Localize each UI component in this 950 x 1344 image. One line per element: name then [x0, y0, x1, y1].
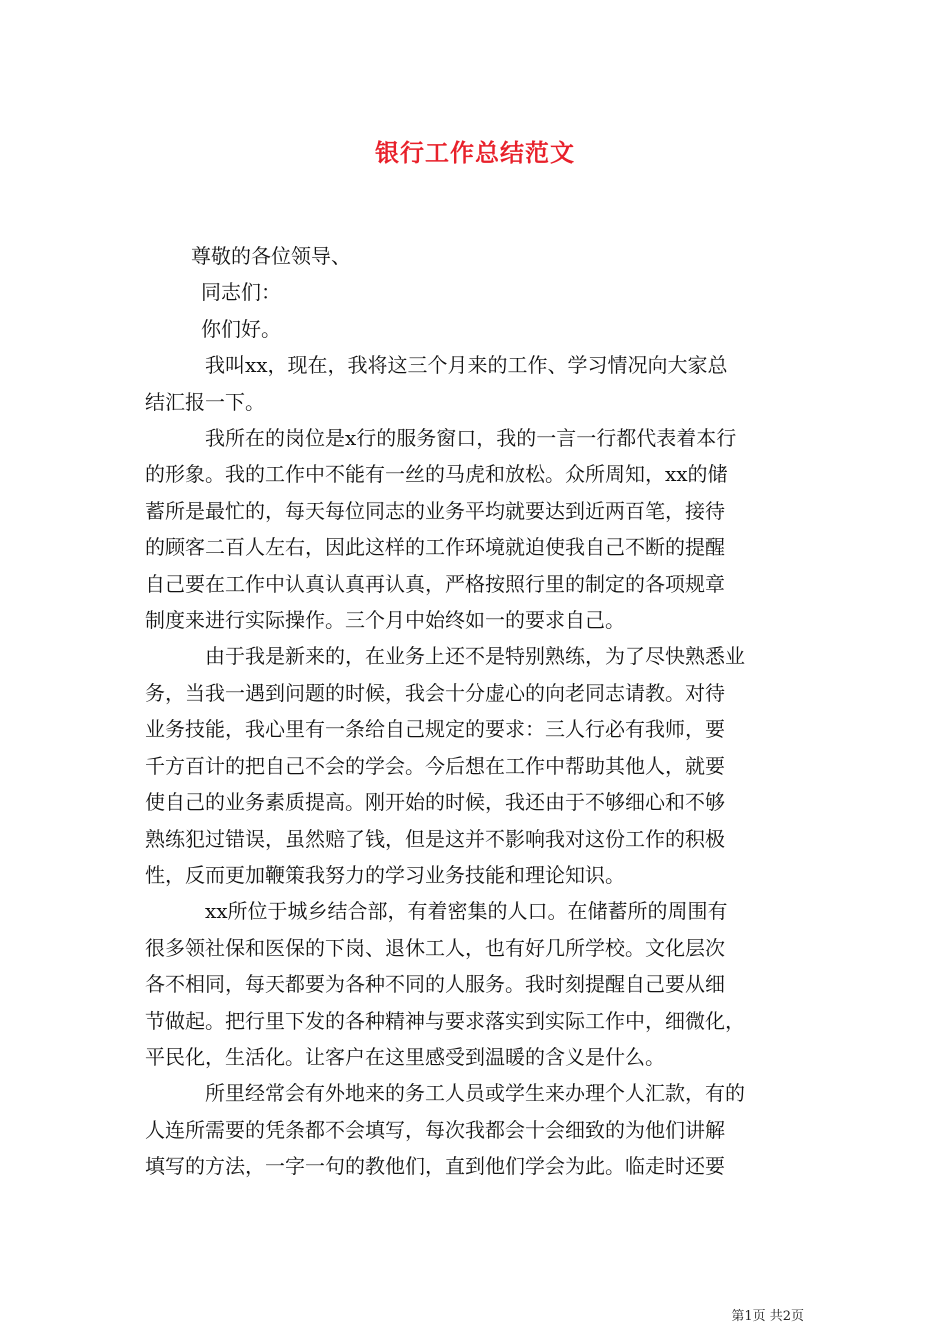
text-line: 你们好。: [201, 316, 281, 341]
text-line: 业务技能，我心里有一条给自己规定的要求：三人行必有我师，要: [145, 717, 725, 742]
text-line: 结汇报一下。: [145, 389, 265, 414]
page-number: 第1页 共2页: [731, 1309, 804, 1324]
text-line: 自己要在工作中认真认真再认真，严格按照行里的制定的各项规章: [145, 571, 725, 596]
text-line: 务，当我一遇到问题的时候，我会十分虚心的向老同志请教。对待: [145, 680, 725, 705]
text-line: 所里经常会有外地来的务工人员或学生来办理个人汇款，有的: [205, 1081, 745, 1106]
document-body: [145, 238, 821, 1185]
text-line: 蓄所是最忙的，每天每位同志的业务平均就要达到近两百笔，接待: [145, 498, 725, 523]
document-title: 银行工作总结范文: [375, 138, 575, 167]
greeting-hello: [145, 311, 821, 347]
text-line: 平民化，生活化。让客户在这里感受到温暖的含义是什么。: [145, 1044, 665, 1069]
text-line: 性，反而更加鞭策我努力的学习业务技能和理论知识。: [145, 862, 625, 887]
text-line: 制度来进行实际操作。三个月中始终如一的要求自己。: [145, 608, 625, 633]
text-line: 的顾客二百人左右，因此这样的工作环境就迫使我自己不断的提醒: [145, 535, 725, 560]
text-line: 很多领社保和医保的下岗、退休工人，也有好几所学校。文化层次: [145, 935, 725, 960]
text-line: 我叫xx，现在，我将这三个月来的工作、学习情况向大家总: [205, 353, 728, 378]
paragraph-5: [145, 1075, 821, 1184]
text-line: 同志们：: [201, 280, 281, 305]
text-line: 的形象。我的工作中不能有一丝的马虎和放松。众所周知，xx的储: [145, 462, 728, 487]
greeting-comrades: [145, 274, 821, 310]
paragraph-2: [145, 420, 821, 638]
text-line: 填写的方法，一字一句的教他们，直到他们学会为此。临走时还要: [145, 1154, 725, 1179]
text-line: 千方百计的把自己不会的学会。今后想在工作中帮助其他人，就要: [145, 753, 725, 778]
greeting-salutation: [145, 238, 821, 274]
text-line: 使自己的业务素质提高。刚开始的时候，我还由于不够细心和不够: [145, 790, 725, 815]
text-line: 人连所需要的凭条都不会填写，每次我都会十会细致的为他们讲解: [145, 1117, 725, 1142]
paragraph-3: [145, 638, 821, 893]
text-line: 各不相同，每天都要为各种不同的人服务。我时刻提醒自己要从细: [145, 972, 725, 997]
text-line: 尊敬的各位领导、: [191, 244, 351, 268]
paragraph-4: [145, 893, 821, 1075]
text-line: 节做起。把行里下发的各种精神与要求落实到实际工作中，细微化，: [145, 1008, 745, 1033]
text-line: xx所位于城乡结合部，有着密集的人口。在储蓄所的周围有: [205, 899, 728, 924]
text-line: 由于我是新来的，在业务上还不是特别熟练，为了尽快熟悉业: [205, 644, 745, 669]
text-line: 我所在的岗位是x行的服务窗口，我的一言一行都代表着本行: [205, 426, 737, 451]
text-line: 熟练犯过错误，虽然赔了钱，但是这并不影响我对这份工作的积极: [145, 826, 725, 851]
paragraph-1: [145, 347, 821, 420]
